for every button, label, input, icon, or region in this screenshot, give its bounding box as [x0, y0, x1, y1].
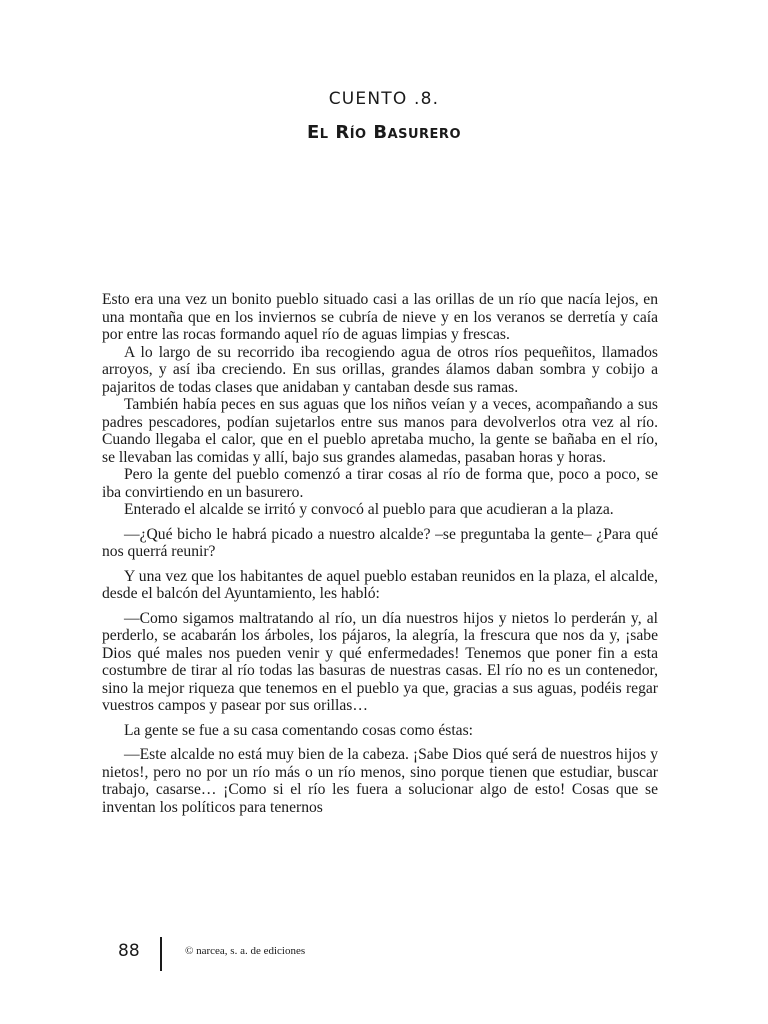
paragraph: A lo largo de su recorrido iba recogiendo agua de otros ríos pequeñitos, llamados arroyos, y así iba creciendo. En sus orillas, grandes álamos daban sombra y cobijo a pajaritos de todas clases que anidaban y cantaban desde sus ramas.: [102, 343, 658, 396]
chapter-label: CUENTO .8.: [328, 89, 440, 109]
footer-divider: [160, 937, 162, 971]
paragraph: La gente se fue a su casa comentando cosas como éstas:: [124, 721, 473, 739]
page-footer: [0, 935, 768, 975]
story-body: [102, 291, 658, 816]
chapter-title: El Río Basurero: [306, 122, 461, 143]
paragraph: Enterado el alcalde se irritó y convocó al pueblo para que acudieran a la plaza.: [124, 501, 614, 518]
paragraph: —Como sigamos maltratando al río, un día nuestros hijos y nietos lo perderán y, al perderlo, se acabarán los árboles, los pájaros, la alegría, la frescura que nos da y, ¡sabe Dios qué males nos pueden venir y qué enfermedades! Tenemos que poner fin a esta costumbre de tirar al río todas las basuras de nuestras casas. El río no es un contenedor, sino la mejor riqueza que tenemos en el pueblo ya que, gracias a sus aguas, podéis regar vuestros campos y pasear por sus orillas…: [102, 609, 658, 714]
paragraph: Esto era una vez un bonito pueblo situado casi a las orillas de un río que nacía lejos, en una montaña que en los inviernos se cubría de nieve y en los veranos se derretía y caía por entre las rocas formando aquel río de aguas limpias y frescas.: [102, 291, 658, 343]
paragraph: —Este alcalde no está muy bien de la cabeza. ¡Sabe Dios qué será de nuestros hijos y nietos!, pero no por un río más o un río menos, sino porque tienen que estudiar, buscar trabajo, casarse… ¡Como si el río les fuera a solucionar algo de esto! Cosas que se inventan los políticos para tenernos: [102, 746, 658, 816]
paragraph: Y una vez que los habitantes de aquel pueblo estaban reunidos en la plaza, el alcalde, desde el balcón del Ayuntamiento, les habló:: [102, 567, 658, 602]
copyright-notice: © narcea, s. a. de ediciones: [185, 945, 306, 957]
paragraph: También había peces en sus aguas que los niños veían y a veces, acompañando a sus padres pescadores, podían sujetarlos entre sus manos para devolverlos otra vez al río. Cuando llegaba el calor, que en el pueblo apretaba mucho, la gente se bañaba en el río, se llevaban las comidas y allí, bajo sus grandes alamedas, pasaban horas y horas.: [102, 396, 658, 466]
page-number: 88: [118, 941, 140, 961]
paragraph: —¿Qué bicho le habrá picado a nuestro alcalde? –se preguntaba la gente– ¿Para qué nos querrá reunir?: [102, 525, 658, 560]
paragraph: Pero la gente del pueblo comenzó a tirar cosas al río de forma que, poco a poco, se iba convirtiendo en un basurero.: [102, 466, 658, 501]
